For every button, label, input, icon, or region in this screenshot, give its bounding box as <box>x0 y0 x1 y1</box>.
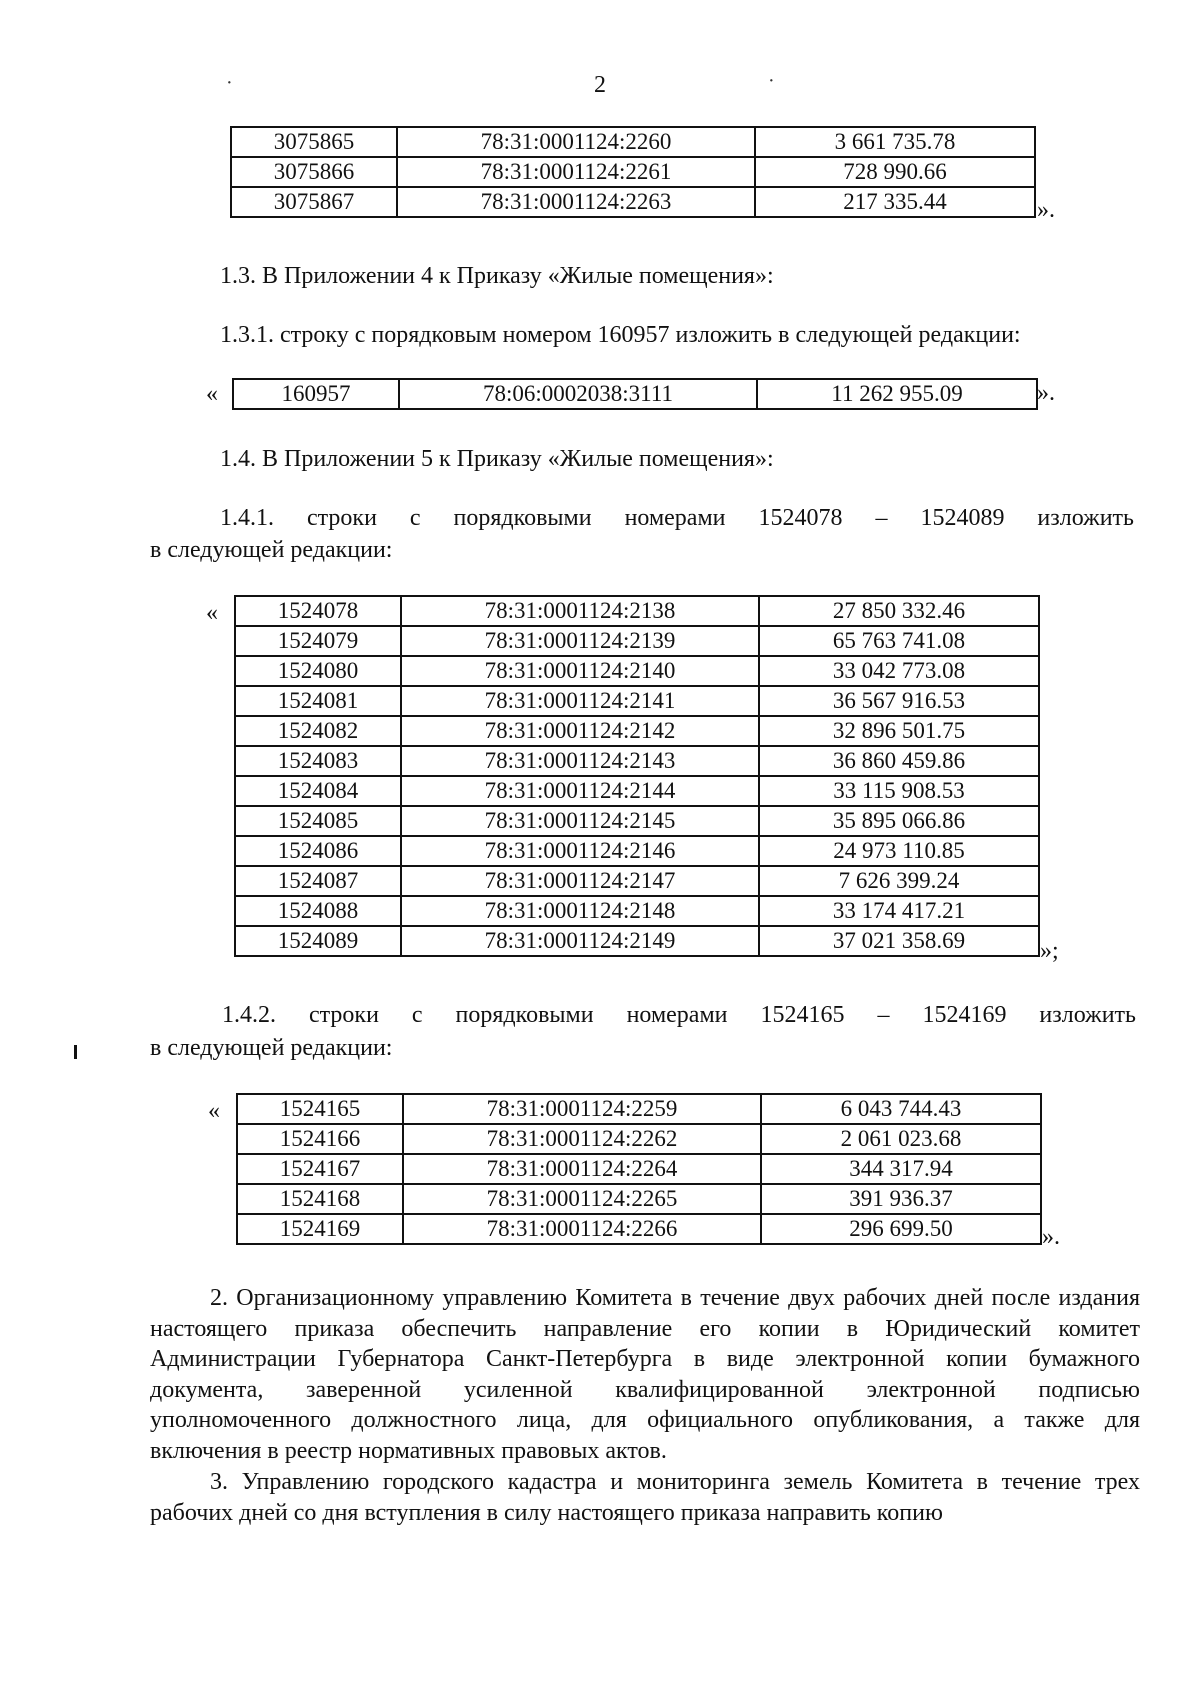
cell-cadastral: 78:31:0001124:2145 <box>401 806 759 836</box>
cell-number: 1524087 <box>235 866 401 896</box>
section-1-4-1-line2: в следующей редакции: <box>150 537 393 563</box>
cell-number: 1524168 <box>237 1184 403 1214</box>
table-row <box>235 656 1039 686</box>
table-row <box>235 596 1039 626</box>
cell-cadastral: 78:06:0002038:3111 <box>399 379 757 409</box>
cell-number: 1524082 <box>235 716 401 746</box>
scan-dot: · <box>226 72 233 94</box>
table-row <box>235 776 1039 806</box>
cell-cadastral: 78:31:0001124:2266 <box>403 1214 761 1244</box>
cell-number: 3075865 <box>231 127 397 157</box>
table-top <box>230 126 1036 218</box>
page-number: 2 <box>594 72 606 98</box>
table-row <box>237 1094 1041 1124</box>
cell-value: 36 567 916.53 <box>759 686 1039 716</box>
close-quote: »; <box>1040 938 1059 964</box>
word: строки <box>306 505 377 531</box>
section-1-4-1 <box>220 503 1134 533</box>
word: – <box>875 505 888 531</box>
cell-cadastral: 78:31:0001124:2144 <box>401 776 759 806</box>
word: с <box>411 1002 423 1028</box>
cell-value: 37 021 358.69 <box>759 926 1039 956</box>
cell-value: 33 115 908.53 <box>759 776 1039 806</box>
word: строки <box>308 1002 379 1028</box>
cell-cadastral: 78:31:0001124:2141 <box>401 686 759 716</box>
word: 1524089 <box>920 505 1005 531</box>
cell-cadastral: 78:31:0001124:2262 <box>403 1124 761 1154</box>
table-row <box>231 127 1035 157</box>
close-quote: ». <box>1037 380 1055 406</box>
cell-number: 1524078 <box>235 596 401 626</box>
open-quote: « <box>206 600 218 626</box>
cell-value: 35 895 066.86 <box>759 806 1039 836</box>
word: номерами <box>624 505 726 531</box>
cell-value: 3 661 735.78 <box>755 127 1035 157</box>
cell-number: 1524089 <box>235 926 401 956</box>
table-row <box>233 379 1037 409</box>
cell-number: 1524088 <box>235 896 401 926</box>
cell-cadastral: 78:31:0001124:2260 <box>397 127 755 157</box>
cell-number: 1524084 <box>235 776 401 806</box>
word: порядковыми <box>453 505 592 531</box>
cell-cadastral: 78:31:0001124:2138 <box>401 596 759 626</box>
word: порядковыми <box>455 1002 594 1028</box>
section-1-4-2-line2: в следующей редакции: <box>150 1035 393 1061</box>
cell-number: 1524079 <box>235 626 401 656</box>
cell-value: 33 042 773.08 <box>759 656 1039 686</box>
cell-cadastral: 78:31:0001124:2143 <box>401 746 759 776</box>
table-row <box>235 746 1039 776</box>
cell-number: 1524080 <box>235 656 401 686</box>
cell-value: 65 763 741.08 <box>759 626 1039 656</box>
table-row <box>235 806 1039 836</box>
cell-number: 1524086 <box>235 836 401 866</box>
cell-value: 36 860 459.86 <box>759 746 1039 776</box>
cell-value: 728 990.66 <box>755 157 1035 187</box>
cell-cadastral: 78:31:0001124:2147 <box>401 866 759 896</box>
section-1-4-2 <box>222 1000 1136 1030</box>
cell-value: 217 335.44 <box>755 187 1035 217</box>
cell-cadastral: 78:31:0001124:2264 <box>403 1154 761 1184</box>
table-row <box>235 686 1039 716</box>
section-1-3-1: 1.3.1. строку с порядковым номером 160957 изложить в следующей редакции: <box>220 322 1021 348</box>
word: изложить <box>1037 505 1134 531</box>
table-1524165 <box>236 1093 1042 1245</box>
cell-number: 1524083 <box>235 746 401 776</box>
table-row <box>235 836 1039 866</box>
table-1524078 <box>234 595 1040 957</box>
word: 1.4.1. <box>220 505 274 531</box>
cell-cadastral: 78:31:0001124:2263 <box>397 187 755 217</box>
cell-number: 3075867 <box>231 187 397 217</box>
cell-value: 296 699.50 <box>761 1214 1041 1244</box>
open-quote: « <box>206 381 218 407</box>
table-row <box>235 926 1039 956</box>
cell-number: 1524085 <box>235 806 401 836</box>
paragraph-2: 2. Организационному управлению Комитета в течение двух рабочих дней после издания настоящего приказа обеспечить направление его копии в Юридический комитет Администрации Губернатора Санкт-Петербурга в виде электронной копии бумажного документа, заверенной усиленной квалифицированной электронной подписью уполномоченного должностного лица, для официального опубликования, а также для включения в реестр нормативных правовых актов. <box>150 1285 1140 1464</box>
table-row <box>235 626 1039 656</box>
word: изложить <box>1039 1002 1136 1028</box>
table-row <box>237 1184 1041 1214</box>
table-row <box>237 1154 1041 1184</box>
cell-cadastral: 78:31:0001124:2261 <box>397 157 755 187</box>
table-row <box>235 896 1039 926</box>
cell-cadastral: 78:31:0001124:2142 <box>401 716 759 746</box>
word: – <box>877 1002 890 1028</box>
cell-number: 1524165 <box>237 1094 403 1124</box>
scan-mark <box>74 1045 77 1059</box>
section-1-4: 1.4. В Приложении 5 к Приказу «Жилые помещения»: <box>220 446 774 472</box>
cell-number: 1524167 <box>237 1154 403 1184</box>
cell-cadastral: 78:31:0001124:2149 <box>401 926 759 956</box>
cell-value: 24 973 110.85 <box>759 836 1039 866</box>
table-row <box>235 866 1039 896</box>
close-quote: ». <box>1042 1224 1060 1250</box>
cell-cadastral: 78:31:0001124:2140 <box>401 656 759 686</box>
table-row <box>235 716 1039 746</box>
cell-value: 11 262 955.09 <box>757 379 1037 409</box>
cell-value: 391 936.37 <box>761 1184 1041 1214</box>
cell-value: 27 850 332.46 <box>759 596 1039 626</box>
table-160957 <box>232 378 1038 410</box>
cell-value: 32 896 501.75 <box>759 716 1039 746</box>
word: 1524169 <box>922 1002 1007 1028</box>
cell-cadastral: 78:31:0001124:2148 <box>401 896 759 926</box>
cell-value: 7 626 399.24 <box>759 866 1039 896</box>
cell-value: 33 174 417.21 <box>759 896 1039 926</box>
word: 1524078 <box>758 505 843 531</box>
cell-number: 1524169 <box>237 1214 403 1244</box>
close-quote: ». <box>1037 197 1055 223</box>
cell-number: 3075866 <box>231 157 397 187</box>
paragraph-3: 3. Управлению городского кадастра и мониторинга земель Комитета в течение трех рабочих дней со дня вступления в силу настоящего приказа направить копию <box>150 1469 1140 1526</box>
section-1-3: 1.3. В Приложении 4 к Приказу «Жилые помещения»: <box>220 263 774 289</box>
cell-cadastral: 78:31:0001124:2139 <box>401 626 759 656</box>
table-row <box>231 157 1035 187</box>
table-row <box>231 187 1035 217</box>
cell-cadastral: 78:31:0001124:2146 <box>401 836 759 866</box>
word: 1524165 <box>760 1002 845 1028</box>
cell-value: 6 043 744.43 <box>761 1094 1041 1124</box>
word: номерами <box>626 1002 728 1028</box>
cell-cadastral: 78:31:0001124:2259 <box>403 1094 761 1124</box>
cell-number: 160957 <box>233 379 399 409</box>
cell-value: 344 317.94 <box>761 1154 1041 1184</box>
cell-number: 1524081 <box>235 686 401 716</box>
cell-number: 1524166 <box>237 1124 403 1154</box>
word: 1.4.2. <box>222 1002 276 1028</box>
cell-cadastral: 78:31:0001124:2265 <box>403 1184 761 1214</box>
cell-value: 2 061 023.68 <box>761 1124 1041 1154</box>
table-row <box>237 1214 1041 1244</box>
table-row <box>237 1124 1041 1154</box>
open-quote: « <box>208 1098 220 1124</box>
word: с <box>409 505 421 531</box>
scan-dot: · <box>768 70 775 92</box>
